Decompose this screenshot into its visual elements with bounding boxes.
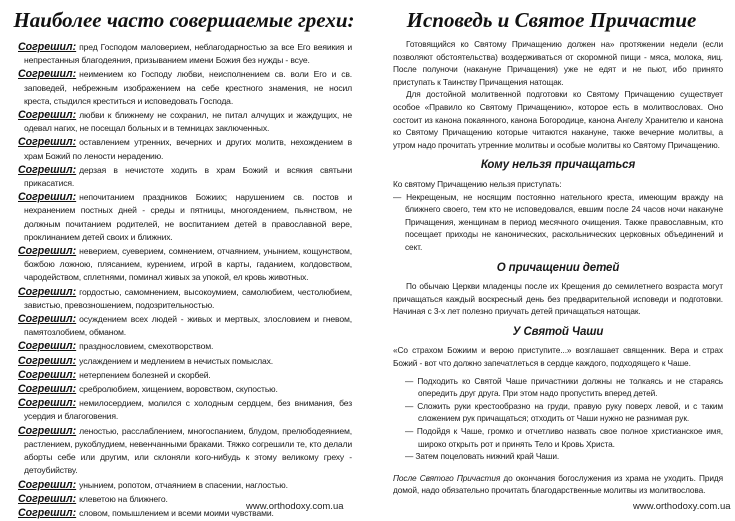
rule-item: — Подойдя к Чаше, громко и отчетливо назвать свое полное христианское имя, широко открыть рот и принять Тело и Кровь Христа. bbox=[405, 426, 723, 449]
sin-label: Согрешил: bbox=[18, 478, 77, 491]
paragraph-prayer-rule: Для достойной молитвенной подготовки ко Святому Причащению существует особое «Правило ко Святому Причащению», которое есть в молитвословах. Оно состоит из канона покаянного, канона Богородице, канона Ангелу Хранителю и канона ко Святому Причащению которые читаются накануне, также вечерние молитвы, а утром надо прочитать утренние молитвы и особые молитвы ко Святому Причащению. bbox=[393, 89, 723, 150]
sin-entry bbox=[18, 369, 352, 382]
sin-entry bbox=[18, 286, 352, 312]
sin-text: любви к ближнему не сохранил, не питал алчущих и жаждущих, не одевал нагих, не посещал больных и в темницах заключенных. bbox=[24, 110, 352, 134]
sin-entry bbox=[18, 425, 352, 478]
left-page-title: Наиболее часто совершаемые грехи: bbox=[13, 8, 355, 32]
after-communion-text: до окончания богослужения из храма не уходить. Придя домой, надо обязательно прочитать благодарственные молитвы из молитвослова. bbox=[393, 472, 723, 496]
left-page bbox=[0, 0, 368, 517]
sin-label: Согрешил: bbox=[18, 383, 77, 396]
sins-list bbox=[18, 41, 352, 521]
paragraph-cannot-list: — Некрещеным, не носящим постоянно нательного креста, имеющим вражду на ближнего своего, тем кто не исповедовался, евшим после 24 часов ночи накануне Причащения, женщинам в период месячного очищения. Также православным, кто посещает приходы не канонических, раскольнических церковных объединений и сект. bbox=[393, 191, 723, 252]
rule-item: — Сложить руки крестообразно на груди, правую руку поверх левой, и с таким сложением рук причащаться; отходить от Чаши нужно не разнимая рук. bbox=[405, 400, 723, 424]
after-communion-italic: После Святого Причастия bbox=[393, 472, 501, 483]
sin-text: дерзая в нечистоте ходить в храм Божий и всякия святыни прикасатися. bbox=[24, 164, 352, 189]
sin-text: клеветою на ближнего. bbox=[79, 493, 168, 504]
right-site-link: www.orthodoxy.com.ua bbox=[633, 501, 731, 512]
sin-text: неимением ко Господу любви, неисполнением св. воли Его и св. заповедей, небрежным изображением на себе крестного знамения, не носил креста, стыдился креститься и исповедовать Господа. bbox=[24, 69, 352, 106]
sin-label: Согрешил: bbox=[18, 41, 77, 53]
sin-text: услаждением и медлением в нечистых помыслах. bbox=[79, 355, 273, 366]
rule-item: — Подходить ко Святой Чаше причастники должны не толкаясь и не стараясь опередить друг друга. При этом надо пропустить вперед детей. bbox=[405, 375, 723, 399]
sin-label: Согрешил: bbox=[18, 368, 77, 381]
heading-chalice: У Святой Чаши bbox=[512, 325, 604, 338]
paragraph-preparation: Готовящийся ко Святому Причащению должен на» протяжении недели (если позволяют обстоятельства) воздерживаться от скоромной пищи - мяса, молока, яиц. После полуночи (накануне Причащения) уже не едят и не пьют, ибо принято приступать к Таинству Причащения натощак. bbox=[393, 39, 723, 87]
sin-label: Согрешил: bbox=[18, 340, 77, 353]
sin-entry bbox=[18, 355, 352, 368]
sin-entry bbox=[18, 313, 352, 339]
paragraph-cannot-intro: Ко святому Причащению нельзя приступать: bbox=[393, 178, 562, 189]
rule-item: — Затем поцеловать нижний край Чаши. bbox=[405, 451, 560, 462]
sin-text: унынием, ропотом, отчаянием в спасении, наглостью. bbox=[79, 479, 288, 490]
sin-entry bbox=[18, 191, 352, 244]
sin-entry bbox=[18, 479, 352, 492]
sin-label: Согрешил: bbox=[18, 424, 77, 437]
paragraph-after-communion bbox=[393, 472, 723, 497]
right-page-title: Исповедь и Святое Причастие bbox=[406, 8, 697, 32]
sin-entry bbox=[18, 397, 352, 423]
sin-label: Согрешил: bbox=[18, 163, 77, 176]
sin-text: непочитанием праздников Божиих; нарушением св. постов и нехранением постных дней - среды и пятницы, многоядением, пьянством, не должным почитанием родителей, не воспитанием детей в православной вере, проклинанием детей своих и ближних. bbox=[24, 192, 352, 242]
sin-entry bbox=[18, 109, 352, 135]
heading-who-cannot: Кому нельзя причащаться bbox=[480, 159, 636, 172]
sin-entry bbox=[18, 41, 352, 67]
sin-text: словом, помышлением и всеми моими чувствами. bbox=[79, 507, 274, 518]
sin-text: осуждением всех людей - живых и мертвых, злословием и гневом, памятозлобием, обманом. bbox=[24, 314, 352, 338]
sin-label: Согрешил: bbox=[18, 492, 77, 505]
sin-label: Согрешил: bbox=[18, 191, 77, 204]
paragraph-chalice-intro: «Со страхом Божиим и верою приступите...» возглашает священник. Вера и страх Божий - вот что должно запечатлеться в сердце каждого, подходящего к Чаше. bbox=[393, 345, 723, 369]
sin-text: нетерпением болезней и скорбей. bbox=[79, 369, 211, 380]
sin-label: Согрешил: bbox=[18, 285, 77, 298]
sin-text: немилосердием, молился с холодным сердцем, без внимания, без усердия и благоговения. bbox=[24, 398, 352, 422]
sin-label: Согрешил: bbox=[18, 136, 77, 149]
heading-children: О причащении детей bbox=[496, 261, 620, 274]
sin-text: оставлением утренних, вечерних и других молитв, нехождением в храм Божий по лености нерадению. bbox=[24, 137, 352, 161]
paragraph-children: По обычаю Церкви младенцы после их Крещения до семилетнего возраста могут причащаться каждый воскресный день без предварительной исповеди и подготовки. Начиная с 3-х лет полезно приучать детей причащаться натощак. bbox=[393, 281, 723, 317]
sin-entry bbox=[18, 245, 352, 285]
sin-label: Согрешил: bbox=[18, 354, 77, 367]
right-page-body bbox=[393, 38, 723, 497]
sin-label: Согрешил: bbox=[18, 109, 77, 122]
right-page bbox=[368, 0, 735, 517]
sin-text: леностью, расслаблением, многоспанием, блудом, прелюбодеянием, растлением, рукоблудием, невенчанными браками. Тяжко согрешили те, кто делали аборты себе или другим, или склоняли кого-нибудь к этому великому греху - детоубийству. bbox=[24, 425, 352, 476]
sin-text: гордостью, самомнением, высокоумием, самолюбием, честолюбием, завистью, превозношением, подозрительностью. bbox=[24, 286, 352, 310]
sin-text: неверием, суеверием, сомнением, отчаянием, унынием, кощунством, божбою ложною, плясанием, курением, игрой в карты, гаданием, колдовством, чародейством, сплетнями, поминал живых за упокой, ел кровь животных. bbox=[24, 246, 352, 283]
sin-label: Согрешил: bbox=[18, 313, 77, 326]
sin-text: сребролюбием, хищением, воровством, скупостью. bbox=[79, 384, 278, 395]
sin-label: Согрешил: bbox=[18, 506, 77, 519]
sin-entry bbox=[18, 164, 352, 190]
sin-entry bbox=[18, 340, 352, 353]
sin-text: пред Господом маловерием, неблагодарностью за все Его веяикия и непрестанныя благодеяния, призыванием имени Божия без нужды - всуе. bbox=[24, 42, 352, 66]
sin-label: Согрешил: bbox=[18, 68, 77, 81]
sin-label: Согрешил: bbox=[18, 397, 77, 410]
left-site-link: www.orthodoxy.com.ua bbox=[246, 501, 344, 512]
sin-text: празднословием, смехотворством. bbox=[79, 341, 214, 352]
sin-entry bbox=[18, 383, 352, 396]
sin-entry bbox=[18, 136, 352, 162]
sin-entry bbox=[18, 68, 352, 108]
sin-label: Согрешил: bbox=[18, 245, 77, 258]
